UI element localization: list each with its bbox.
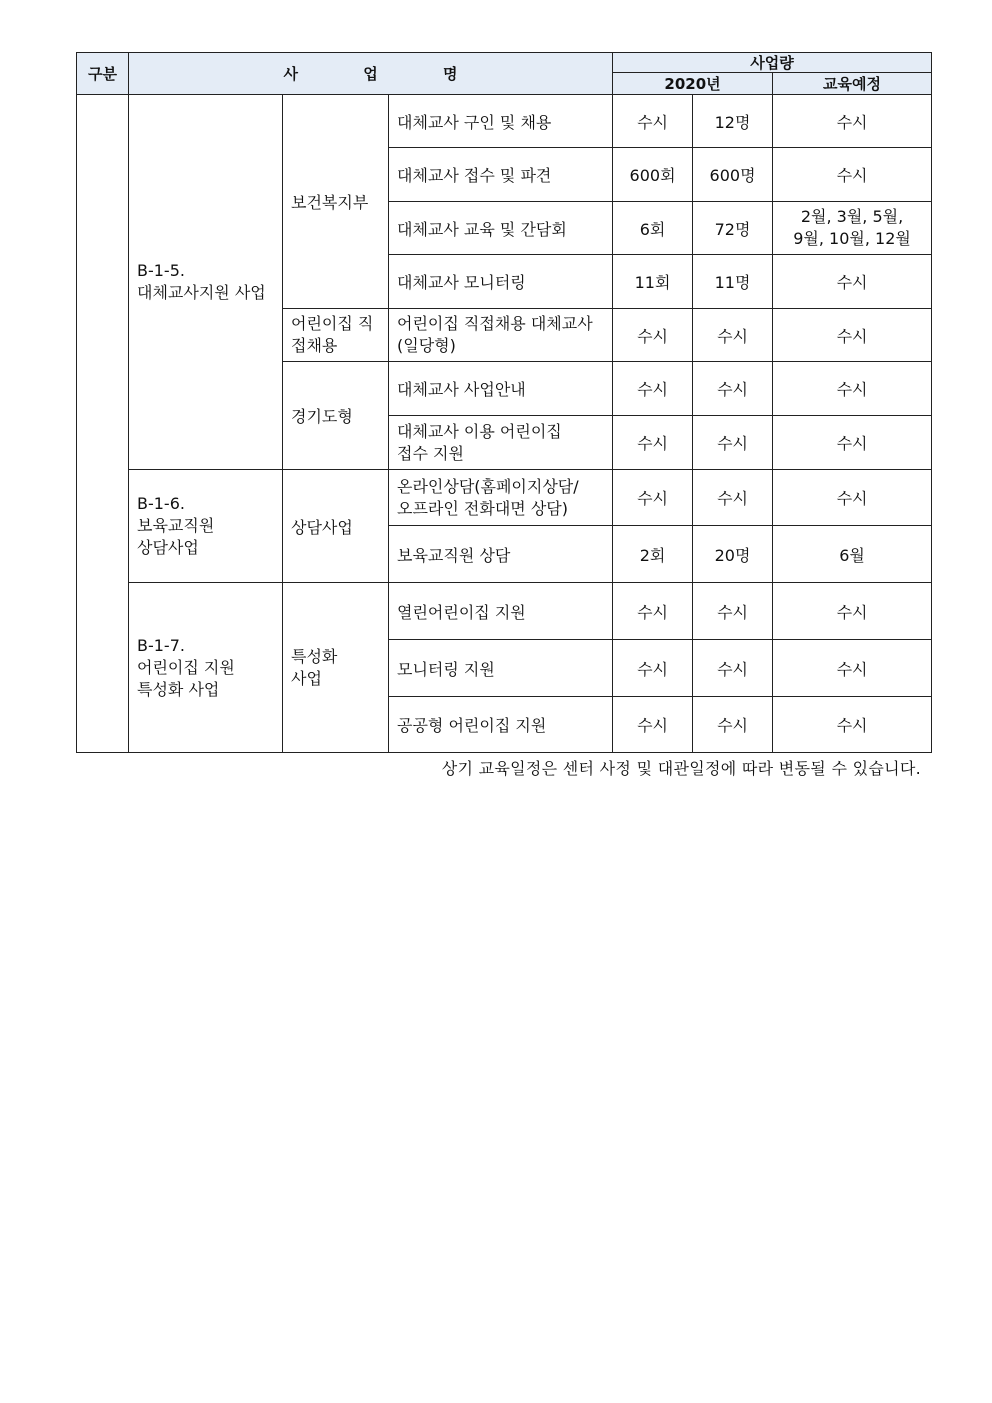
subgroup-name-line: 특성화 (291, 646, 338, 666)
item-schedule: 수시 (773, 416, 932, 470)
item-people: 600명 (693, 148, 773, 202)
item-schedule: 수시 (773, 362, 932, 416)
item-schedule-line: 9월, 10월, 12월 (793, 229, 911, 248)
item-name: 열린어린이집 지원 (389, 583, 613, 640)
item-schedule: 수시 (773, 697, 932, 753)
group-title (129, 583, 283, 753)
item-name: 모니터링 지원 (389, 640, 613, 697)
item-people: 12명 (693, 95, 773, 148)
item-name-line: (일당형) (397, 336, 456, 355)
item-schedule: 수시 (773, 640, 932, 697)
item-name: 공공형 어린이집 지원 (389, 697, 613, 753)
group-code: B-1-5. (137, 261, 185, 280)
item-count: 수시 (613, 416, 693, 470)
header-category: 구분 (77, 53, 129, 95)
group-title (129, 470, 283, 583)
item-count: 수시 (613, 583, 693, 640)
subgroup-name: 보건복지부 (283, 95, 389, 309)
group-title (129, 95, 283, 470)
item-count: 수시 (613, 697, 693, 753)
header-year: 2020년 (613, 73, 773, 95)
item-name-line: 어린이집 직접채용 대체교사 (397, 314, 593, 333)
item-people: 수시 (693, 470, 773, 526)
category-cell (77, 95, 129, 753)
footnote: 상기 교육일정은 센터 사정 및 대관일정에 따라 변동될 수 있습니다. (441, 759, 921, 778)
item-name: 대체교사 모니터링 (389, 255, 613, 309)
item-schedule: 6월 (773, 526, 932, 583)
item-name: 대체교사 사업안내 (389, 362, 613, 416)
subgroup-name (283, 309, 389, 362)
item-people: 72명 (693, 202, 773, 255)
item-schedule (773, 202, 932, 255)
item-count: 11회 (613, 255, 693, 309)
item-schedule: 수시 (773, 309, 932, 362)
item-people: 수시 (693, 416, 773, 470)
item-count: 수시 (613, 470, 693, 526)
subgroup-name: 경기도형 (283, 362, 389, 470)
subgroup-name-line: 사업 (291, 668, 322, 688)
item-name-line: 오프라인 전화대면 상담) (397, 498, 568, 518)
item-schedule: 수시 (773, 95, 932, 148)
item-count: 수시 (613, 362, 693, 416)
item-count: 수시 (613, 640, 693, 697)
item-people: 수시 (693, 640, 773, 697)
item-name (389, 309, 613, 362)
item-count: 6회 (613, 202, 693, 255)
subgroup-name-line: 접채용 (291, 336, 338, 355)
header-schedule: 교육예정 (773, 73, 932, 95)
item-schedule-line: 2월, 3월, 5월, (800, 207, 904, 226)
item-count: 2회 (613, 526, 693, 583)
item-schedule: 수시 (773, 255, 932, 309)
header-project-name: 사 업 명 (129, 53, 613, 95)
table-row (77, 583, 932, 640)
subgroup-name: 상담사업 (283, 470, 389, 583)
item-name-line: 대체교사 이용 어린이집 (397, 421, 562, 441)
group-name-line: 특성화 사업 (137, 679, 220, 699)
header-row-1 (77, 53, 932, 73)
item-name: 대체교사 교육 및 간담회 (389, 202, 613, 255)
table-row (77, 470, 932, 526)
group-code: B-1-6. (137, 494, 185, 513)
header-volume: 사업량 (613, 53, 932, 73)
item-name-line: 온라인상담(홈페이지상담/ (397, 476, 579, 496)
item-people: 수시 (693, 309, 773, 362)
item-count: 600회 (613, 148, 693, 202)
subgroup-name-line: 어린이집 직 (291, 314, 374, 333)
item-schedule: 수시 (773, 148, 932, 202)
item-name: 대체교사 구인 및 채용 (389, 95, 613, 148)
group-name: 대체교사지원 사업 (137, 283, 266, 302)
item-name (389, 416, 613, 470)
subgroup-name (283, 583, 389, 753)
table-row (77, 95, 932, 148)
item-name: 대체교사 접수 및 파견 (389, 148, 613, 202)
item-count: 수시 (613, 95, 693, 148)
group-code: B-1-7. (137, 635, 185, 655)
item-people: 11명 (693, 255, 773, 309)
item-people: 20명 (693, 526, 773, 583)
item-count: 수시 (613, 309, 693, 362)
group-name-line: 상담사업 (137, 538, 199, 557)
item-name: 보육교직원 상담 (389, 526, 613, 583)
item-schedule: 수시 (773, 583, 932, 640)
business-plan-table (76, 52, 932, 753)
item-people: 수시 (693, 362, 773, 416)
item-name (389, 470, 613, 526)
group-name-line: 어린이집 지원 (137, 657, 235, 677)
item-schedule: 수시 (773, 470, 932, 526)
item-name-line: 접수 지원 (397, 443, 464, 463)
group-name-line: 보육교직원 (137, 516, 215, 535)
item-people: 수시 (693, 583, 773, 640)
item-people: 수시 (693, 697, 773, 753)
